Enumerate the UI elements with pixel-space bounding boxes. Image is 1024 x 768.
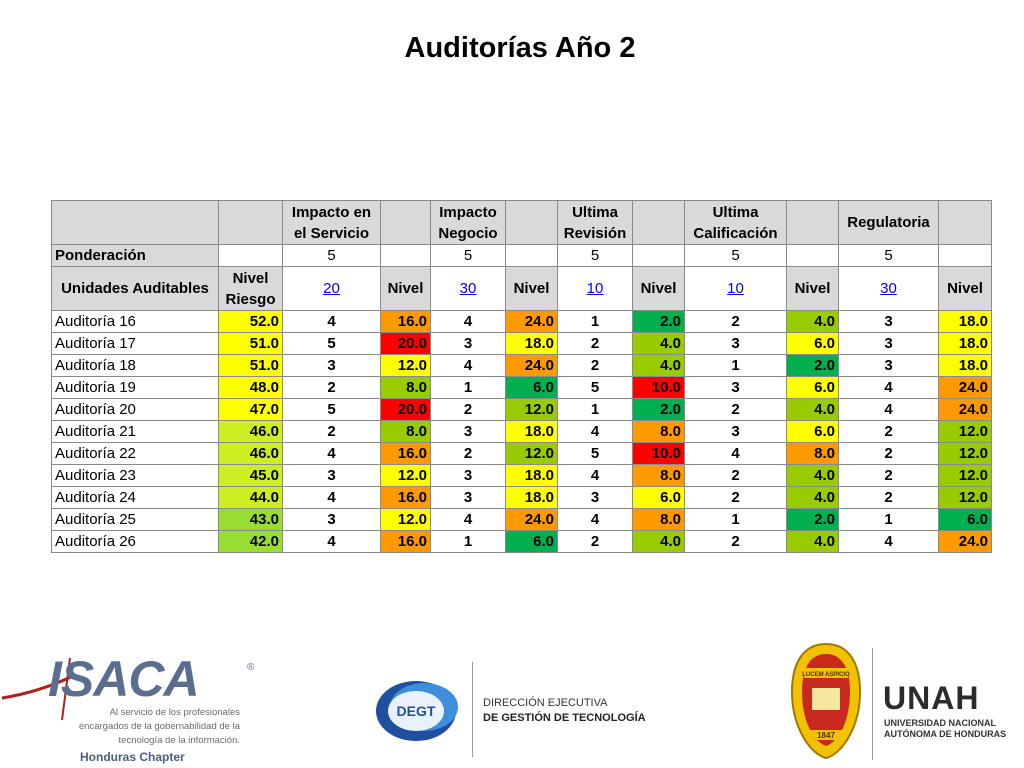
nivel-header: Nivel (939, 267, 992, 311)
score-cell: 2 (685, 531, 787, 553)
nivel-cell: 4.0 (787, 399, 839, 421)
score-cell: 2 (685, 311, 787, 333)
score-cell: 3 (431, 487, 506, 509)
ponderacion-cell: 5 (558, 245, 633, 267)
weight-link[interactable]: 20 (323, 280, 340, 297)
nivel-cell: 8.0 (633, 421, 685, 443)
score-cell: 5 (283, 399, 381, 421)
table-row (52, 421, 992, 443)
nivel-cell: 16.0 (381, 487, 431, 509)
degt-badge-text: DEGT (396, 703, 436, 719)
score-cell: 4 (283, 311, 381, 333)
score-cell: 2 (558, 355, 633, 377)
nivel-cell: 18.0 (939, 311, 992, 333)
weight-impacto-servicio (283, 267, 381, 311)
score-cell: 1 (431, 377, 506, 399)
nivel-cell: 4.0 (787, 465, 839, 487)
nivel-riesgo-cell: 42.0 (219, 531, 283, 553)
nivel-cell: 8.0 (633, 465, 685, 487)
unah-logo: UNAH (883, 680, 980, 716)
score-cell: 2 (558, 333, 633, 355)
isaca-registered: ® (247, 662, 255, 673)
unah-sub-line: UNIVERSIDAD NACIONAL (884, 718, 997, 728)
score-cell: 1 (685, 509, 787, 531)
weight-link[interactable]: 10 (727, 280, 744, 297)
nivel-cell: 18.0 (939, 333, 992, 355)
score-cell: 1 (558, 399, 633, 421)
weight-link[interactable]: 30 (459, 280, 477, 297)
header-cell (939, 201, 992, 245)
header-cell (633, 201, 685, 245)
nivel-riesgo-header: Nivel Riesgo (219, 267, 283, 311)
nivel-cell: 16.0 (381, 443, 431, 465)
score-cell: 3 (685, 377, 787, 399)
unah-sub-line: AUTÓNOMA DE HONDURAS (884, 729, 1007, 739)
nivel-header: Nivel (506, 267, 558, 311)
audit-name-cell: Auditoría 16 (52, 311, 219, 333)
nivel-cell: 6.0 (506, 531, 558, 553)
nivel-header: Nivel (787, 267, 839, 311)
divider (472, 662, 473, 757)
nivel-cell: 6.0 (787, 421, 839, 443)
header-row (52, 201, 992, 245)
degt-line: DE GESTIÓN DE TECNOLOGÍA (483, 712, 646, 724)
nivel-cell: 2.0 (633, 399, 685, 421)
score-cell: 3 (839, 311, 939, 333)
score-cell: 2 (431, 399, 506, 421)
ponderacion-cell (506, 245, 558, 267)
seal-year: 1847 (817, 731, 835, 740)
ponderacion-cell (939, 245, 992, 267)
score-cell: 4 (283, 443, 381, 465)
header-impacto-servicio: Impacto en el Servicio (283, 201, 381, 245)
score-cell: 2 (431, 443, 506, 465)
score-cell: 2 (839, 487, 939, 509)
header-regulatoria: Regulatoria (839, 201, 939, 245)
isaca-tagline (30, 706, 240, 748)
nivel-cell: 24.0 (939, 531, 992, 553)
nivel-riesgo-cell: 48.0 (219, 377, 283, 399)
ponderacion-cell: 5 (283, 245, 381, 267)
score-cell: 1 (839, 509, 939, 531)
isaca-chapter: Honduras Chapter (80, 750, 185, 764)
score-cell: 3 (431, 421, 506, 443)
audit-name-cell: Auditoría 24 (52, 487, 219, 509)
nivel-cell: 2.0 (787, 355, 839, 377)
nivel-riesgo-cell: 52.0 (219, 311, 283, 333)
weight-ultima-calificacion (685, 267, 787, 311)
nivel-cell: 16.0 (381, 311, 431, 333)
nivel-cell: 20.0 (381, 333, 431, 355)
degt-name (483, 696, 646, 726)
nivel-cell: 18.0 (506, 333, 558, 355)
weight-link[interactable]: 10 (586, 280, 604, 297)
weight-ultima-revision (558, 267, 633, 311)
table-row (52, 531, 992, 553)
score-cell: 3 (685, 421, 787, 443)
ponderacion-row (52, 245, 992, 267)
ponderacion-cell (787, 245, 839, 267)
ponderacion-cell (381, 245, 431, 267)
nivel-cell: 8.0 (633, 509, 685, 531)
nivel-cell: 4.0 (633, 531, 685, 553)
ponderacion-cell: 5 (685, 245, 787, 267)
score-cell: 4 (431, 509, 506, 531)
score-cell: 4 (558, 509, 633, 531)
nivel-cell: 10.0 (633, 377, 685, 399)
nivel-cell: 8.0 (787, 443, 839, 465)
nivel-riesgo-cell: 43.0 (219, 509, 283, 531)
nivel-cell: 18.0 (506, 487, 558, 509)
score-cell: 2 (839, 443, 939, 465)
unidades-auditables-header: Unidades Auditables (52, 267, 219, 311)
nivel-cell: 2.0 (633, 311, 685, 333)
nivel-cell: 4.0 (787, 311, 839, 333)
score-cell: 3 (431, 465, 506, 487)
score-cell: 4 (558, 421, 633, 443)
score-cell: 1 (558, 311, 633, 333)
ponderacion-label: Ponderación (52, 245, 219, 267)
score-cell: 2 (839, 421, 939, 443)
isaca-tag-line: tecnología de la información. (118, 735, 240, 746)
nivel-cell: 4.0 (787, 531, 839, 553)
table-row (52, 355, 992, 377)
nivel-cell: 12.0 (506, 443, 558, 465)
audit-name-cell: Auditoría 17 (52, 333, 219, 355)
audit-name-cell: Auditoría 18 (52, 355, 219, 377)
table-row (52, 443, 992, 465)
header-impacto-negocio: Impacto Negocio (431, 201, 506, 245)
nivel-cell: 24.0 (506, 509, 558, 531)
audit-name-cell: Auditoría 20 (52, 399, 219, 421)
nivel-cell: 12.0 (939, 421, 992, 443)
audit-name-cell: Auditoría 26 (52, 531, 219, 553)
weight-regulatoria (839, 267, 939, 311)
nivel-riesgo-cell: 47.0 (219, 399, 283, 421)
score-cell: 3 (839, 333, 939, 355)
nivel-cell: 12.0 (381, 465, 431, 487)
unah-seal-icon (790, 642, 862, 760)
score-cell: 2 (685, 487, 787, 509)
score-cell: 3 (685, 333, 787, 355)
score-cell: 3 (839, 355, 939, 377)
nivel-cell: 4.0 (633, 333, 685, 355)
header-ultima-revision: Ultima Revisión (558, 201, 633, 245)
nivel-cell: 6.0 (787, 333, 839, 355)
score-cell: 5 (283, 333, 381, 355)
subheader-row (52, 267, 992, 311)
table-row (52, 333, 992, 355)
nivel-cell: 24.0 (506, 311, 558, 333)
nivel-cell: 18.0 (506, 421, 558, 443)
table-row (52, 487, 992, 509)
nivel-cell: 4.0 (633, 355, 685, 377)
ponderacion-cell: 5 (839, 245, 939, 267)
score-cell: 4 (839, 399, 939, 421)
score-cell: 4 (431, 311, 506, 333)
isaca-tag-line: encargados de la gobernabilidad de la (78, 721, 240, 732)
audit-name-cell: Auditoría 19 (52, 377, 219, 399)
audit-name-cell: Auditoría 21 (52, 421, 219, 443)
header-ultima-calificacion: Ultima Calificación (685, 201, 787, 245)
score-cell: 2 (685, 399, 787, 421)
table-row (52, 311, 992, 333)
nivel-header: Nivel (381, 267, 431, 311)
score-cell: 4 (558, 465, 633, 487)
table-row (52, 377, 992, 399)
ponderacion-cell (219, 245, 283, 267)
nivel-cell: 24.0 (939, 399, 992, 421)
nivel-cell: 18.0 (506, 465, 558, 487)
isaca-logo: ISACA (48, 651, 199, 707)
ponderacion-cell: 5 (431, 245, 506, 267)
score-cell: 4 (283, 531, 381, 553)
nivel-cell: 12.0 (939, 487, 992, 509)
table-row (52, 399, 992, 421)
nivel-cell: 12.0 (506, 399, 558, 421)
degt-line: DIRECCIÓN EJECUTIVA (483, 697, 608, 709)
header-cell (219, 201, 283, 245)
nivel-cell: 2.0 (787, 509, 839, 531)
nivel-riesgo-cell: 51.0 (219, 355, 283, 377)
audit-name-cell: Auditoría 23 (52, 465, 219, 487)
nivel-cell: 18.0 (939, 355, 992, 377)
score-cell: 3 (283, 465, 381, 487)
score-cell: 3 (558, 487, 633, 509)
audit-name-cell: Auditoría 22 (52, 443, 219, 465)
score-cell: 4 (283, 487, 381, 509)
score-cell: 2 (283, 421, 381, 443)
nivel-riesgo-cell: 46.0 (219, 443, 283, 465)
nivel-riesgo-cell: 45.0 (219, 465, 283, 487)
nivel-cell: 6.0 (787, 377, 839, 399)
audit-name-cell: Auditoría 25 (52, 509, 219, 531)
nivel-cell: 6.0 (506, 377, 558, 399)
score-cell: 2 (558, 531, 633, 553)
score-cell: 2 (685, 465, 787, 487)
score-cell: 3 (431, 333, 506, 355)
nivel-riesgo-cell: 46.0 (219, 421, 283, 443)
nivel-cell: 6.0 (939, 509, 992, 531)
nivel-cell: 6.0 (633, 487, 685, 509)
nivel-cell: 12.0 (381, 355, 431, 377)
nivel-cell: 12.0 (939, 443, 992, 465)
nivel-header: Nivel (633, 267, 685, 311)
ponderacion-cell (633, 245, 685, 267)
nivel-cell: 10.0 (633, 443, 685, 465)
nivel-cell: 8.0 (381, 377, 431, 399)
score-cell: 2 (283, 377, 381, 399)
score-cell: 2 (839, 465, 939, 487)
score-cell: 1 (431, 531, 506, 553)
nivel-cell: 20.0 (381, 399, 431, 421)
seal-motto: LUCEM ASPICIO (802, 672, 850, 678)
header-cell (787, 201, 839, 245)
table-row (52, 465, 992, 487)
nivel-cell: 16.0 (381, 531, 431, 553)
score-cell: 4 (685, 443, 787, 465)
nivel-cell: 4.0 (787, 487, 839, 509)
score-cell: 5 (558, 443, 633, 465)
weight-link[interactable]: 30 (880, 280, 897, 297)
header-cell (506, 201, 558, 245)
header-cell (52, 201, 219, 245)
score-cell: 4 (839, 531, 939, 553)
isaca-tag-line: Al servicio de los profesionales (109, 707, 240, 718)
score-cell: 3 (283, 355, 381, 377)
nivel-riesgo-cell: 51.0 (219, 333, 283, 355)
nivel-cell: 24.0 (939, 377, 992, 399)
score-cell: 4 (431, 355, 506, 377)
nivel-cell: 12.0 (939, 465, 992, 487)
nivel-cell: 24.0 (506, 355, 558, 377)
score-cell: 3 (283, 509, 381, 531)
score-cell: 4 (839, 377, 939, 399)
audit-table (51, 200, 992, 553)
weight-impacto-negocio (431, 267, 506, 311)
table-row (52, 509, 992, 531)
score-cell: 5 (558, 377, 633, 399)
divider (872, 648, 873, 760)
nivel-cell: 12.0 (381, 509, 431, 531)
unah-subtitle (884, 718, 1006, 740)
degt-logo-icon (372, 677, 464, 743)
slide-title: Auditorías Año 2 (404, 32, 636, 64)
score-cell: 1 (685, 355, 787, 377)
nivel-riesgo-cell: 44.0 (219, 487, 283, 509)
nivel-cell: 8.0 (381, 421, 431, 443)
header-cell (381, 201, 431, 245)
